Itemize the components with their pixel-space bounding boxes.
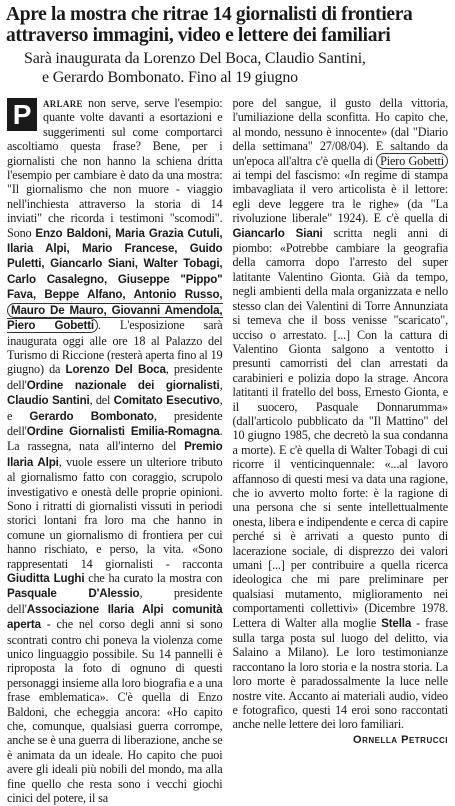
body-text: - che nel corso degli anni si sono scontrati contro chi poneva la violenza come unico linguaggio possibile. Su 14 pannelli è riproposta la foto di ognuno di questi personaggi insieme alla loro biografia e a una frase emblematica». C'è quella di Enzo Baldoni, che echeggia ancora: «Ho capito che, comunque, qualsiasi guerra corrompe, anche se è una guerra di liberazione, anche se è animata da un ideale. Ho capito che puoi avere gli ideali più nobili del mondo, ma alla fine quello che resta sono i vecchi giochi cinici del potere, il sa — [7, 617, 223, 806]
name-dalessio: Pasquale D'Alessio — [7, 587, 140, 601]
subtitle — [24, 49, 449, 87]
body-text: non serve, serve l'esempio: quante volte davanti a esortazioni e suggerimenti sul come comportarci ascoltiamo questa frase? Bene, per i giornalisti che non hanno la schiena dritta l'esempio per cambiare è dato da una mostra: "Il giornalismo che non muore - viaggio nell'inchiesta attraverso la storia di 14 inviati" che ricorda i testimoni "scomodi". Sono — [7, 96, 223, 240]
column-right — [233, 96, 449, 780]
name-gobetti-circled: Piero Gobetti — [376, 153, 448, 169]
body-text: . La rassegna, nata all'interno del — [7, 423, 223, 454]
drop-cap: P — [7, 98, 37, 131]
name-siani: Giancarlo Siani — [232, 226, 323, 240]
column-right-text — [232, 96, 449, 746]
name-bombonato: Gerardo Bombonato — [29, 409, 154, 423]
article-body — [7, 96, 448, 806]
body-text: , — [219, 377, 223, 392]
name-ordine-emilia: Ordine Giornalisti Emilia-Romagna — [26, 424, 220, 438]
name-comitato: Comitato Esecutivo — [113, 394, 220, 408]
subtitle-line-1: Sarà inaugurata da Lorenzo Del Boca, Claudio Santini, — [24, 50, 366, 67]
body-text: scritta negli anni di piombo: «Potrebbe cambiare la geografia della camorra dopo l'arresto del super latitante Valentino Gionta. Già da tempo, negli ambienti della mala organizzata e nello stesso clan dei Valentini di Torre Annunziata si temeva che il boss venisse "scaricato", ucciso o arrestato. [...] Con la cattura di Valentino Gionta salgono a ventotto i presunti camorristi del clan arrestati da carabinieri e polizia dopo la strage. Ancora latitanti il fratello del boss, Ernesto Gionta, e il suocero, Pasquale Donnarumma» (dall'articolo pubblicato da "Il Mattino" del 10 giugno 1985, che decretò la sua condanna a morte). E c'è quella di Walter Tobagi di cui ricorre il venticinquennale: «...al lavoro affannoso di questi mesi va data una ragione, che io avverto molto forte: è la ragione di una persona che si sente intellettualmente onesta, libera e indipendente e cerca di capire perché si è arrivati a questo punto di lacerazione sociale, di disprezzo dei valori umani [...] per contribuire a quella ricerca ideologica che mi pare preliminare per qualsiasi mutamento, miglioramento nei comportamenti collettivi» (Dicembre 1978. Lettera di Walter alla moglie — [232, 225, 448, 630]
headline — [6, 4, 449, 46]
column-left-text — [7, 96, 223, 806]
journalist-names-circled: Mauro De Mauro, Giovanni Amendola, Piero Gobetti — [7, 303, 223, 333]
body-text: , e — [7, 393, 223, 423]
name-associazione: Associazione Ilaria Alpi comunità aperta — [7, 602, 223, 632]
name-lughi: Giuditta Lughi — [7, 572, 85, 585]
name-ordine-nazionale: Ordine nazionale dei giornalisti — [26, 378, 220, 392]
body-text: , presidente dell' — [7, 408, 223, 438]
body-text: pore del sangue, il gusto della vittoria, l'umiliazione della sconfitta. Ho capito che, al mondo, nessuno è innocente» (dal "Diario della settimana" 27/08/04). E saltando da un'epoca all'altra c'è quella di — [232, 96, 448, 168]
column-left — [7, 96, 223, 806]
body-text: , del — [89, 393, 114, 408]
headline-line-2: attraverso immagini, video e lettere dei familiari — [6, 25, 391, 46]
body-text: ai tempi del fascismo: «In regime di stampa imbavagliata il vero articolista è il lettore: egli deve leggere tra le righe» (da "La rivoluzione liberale" 1924). E c'è quella di — [232, 168, 448, 226]
headline-line-1: Apre la mostra che ritrae 14 giornalisti di frontiera — [6, 4, 413, 25]
journalist-names: Enzo Baldoni, Maria Grazia Cutuli, Ilaria Alpi, Mario Francese, Guido Puletti, Giancarlo Siani, Walter Tobagi, Carlo Casalegno, Giuseppe "Pippo" Fava, Beppe Alfano, Antonio Russo, — [7, 226, 223, 302]
name-stella: Stella — [381, 616, 412, 630]
body-text: - frase sulla targa posta sul luogo del delitto, via Salaino a Milano). Le loro testimonianze raccontano la loro storia e la nostra storia. La loro morte è paradossalmente la luce nelle nostre vite. Accanto ai materiali audio, video e fotografico, questi 14 eroi sono raccontati anche nelle lettere dei loro familiari. — [232, 615, 448, 732]
name-premio: Premio Ilaria Alpi — [7, 440, 223, 469]
body-text: , presidente dell' — [7, 586, 223, 616]
subtitle-line-2: e Gerardo Bombonato. Fino al 19 giugno — [42, 69, 298, 86]
body-text: , vuole essere un ulteriore tributo al giornalismo fatto con coraggio, scrupolo investigativo e onestà delle proprie opinioni. Sono i ritratti di giornalisti vissuti in periodi storici lontani fra loro ma che hanno in comune un giornalismo di frontiera per cui hanno rischiato, e perso, la vita. «Sono rappresentati 14 giornalisti - racconta — [7, 454, 223, 571]
body-text: , presidente dell' — [7, 362, 223, 392]
lead-word: arlare — [43, 96, 83, 110]
name-del-boca: Lorenzo Del Boca — [65, 363, 166, 377]
name-santini: Claudio Santini — [7, 394, 90, 408]
author-signature: Ornella Petrucci — [353, 733, 448, 746]
body-text: . L'esposizione sarà inaugurata oggi alle ore 18 al Palazzo del Turismo di Riccione (resterà aperta fino al 19 giugno) da — [7, 318, 223, 377]
body-text: che ha curato la mostra con — [84, 571, 223, 585]
